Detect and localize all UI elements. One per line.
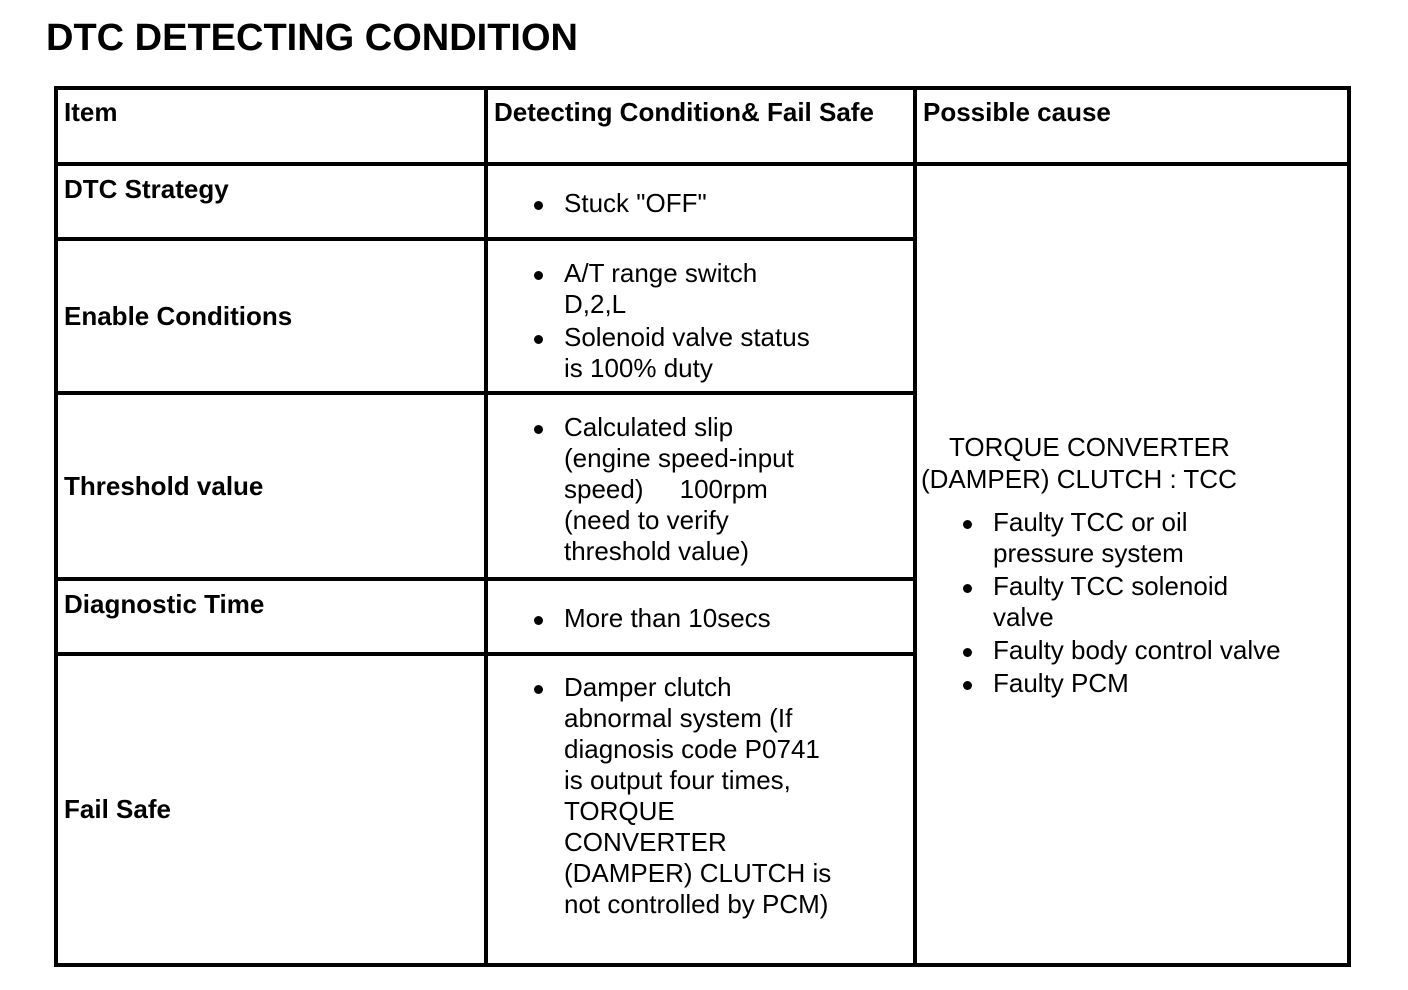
condition-list xyxy=(488,241,913,384)
condition-list xyxy=(488,166,913,219)
condition-cell xyxy=(486,393,915,579)
table-row xyxy=(56,164,1349,239)
cause-list xyxy=(917,507,1347,699)
condition-list xyxy=(488,581,913,634)
cause-title-line2: (DAMPER) CLUTCH : TCC xyxy=(921,463,1237,494)
cause-title-line1: TORQUE CONVERTER xyxy=(949,431,1230,462)
condition-cell xyxy=(486,579,915,654)
row-label-threshold-value: Threshold value xyxy=(56,393,486,579)
bullet-icon xyxy=(534,335,543,344)
list-item xyxy=(488,672,854,920)
condition-text: Damper clutch abnormal system (If diagnosis code P0741 is output four times, TORQUE CONVERTER (DAMPER) CLUTCH is not controlled by PCM) xyxy=(564,672,832,919)
cause-text: Faulty TCC solenoid valve xyxy=(993,570,1229,632)
row-label-fail-safe: Fail Safe xyxy=(56,654,486,965)
condition-list xyxy=(488,656,913,920)
list-item xyxy=(488,603,854,634)
list-item xyxy=(488,188,854,219)
list-item xyxy=(488,322,854,384)
condition-text: Stuck "OFF" xyxy=(564,188,707,218)
bullet-icon xyxy=(534,616,543,625)
condition-text: Calculated slip (engine speed-input speed) 100rpm (need to verify threshold value) xyxy=(564,412,802,566)
dtc-condition-table xyxy=(54,86,1351,967)
condition-list xyxy=(488,395,913,567)
bullet-icon xyxy=(534,271,543,280)
bullet-icon xyxy=(963,648,972,657)
list-item xyxy=(917,635,1293,666)
header-possible-cause: Possible cause xyxy=(915,88,1349,164)
bullet-icon xyxy=(963,584,972,593)
list-item xyxy=(488,412,854,567)
table-header-row xyxy=(56,88,1349,164)
bullet-icon xyxy=(963,520,972,529)
cause-text: Faulty body control valve xyxy=(993,634,1281,665)
possible-cause-cell xyxy=(915,164,1349,965)
row-label-diagnostic-time: Diagnostic Time xyxy=(56,579,486,654)
bullet-icon xyxy=(534,201,543,210)
cause-text: Faulty PCM xyxy=(993,667,1129,698)
condition-cell xyxy=(486,654,915,965)
list-item xyxy=(917,571,1293,633)
list-item xyxy=(917,668,1293,699)
row-label-dtc-strategy: DTC Strategy xyxy=(56,164,486,239)
condition-text: A/T range switch D,2,L xyxy=(564,258,758,319)
list-item xyxy=(488,258,854,320)
condition-text: More than 10secs xyxy=(564,603,771,633)
cause-title xyxy=(917,431,1347,495)
list-item xyxy=(917,507,1293,569)
page-title: DTC DETECTING CONDITION xyxy=(46,17,578,59)
condition-text: Solenoid valve status is 100% duty xyxy=(564,322,810,383)
condition-cell xyxy=(486,239,915,393)
header-item: Item xyxy=(56,88,486,164)
bullet-icon xyxy=(534,685,543,694)
cause-text: Faulty TCC or oil pressure system xyxy=(993,506,1188,568)
bullet-icon xyxy=(534,425,543,434)
bullet-icon xyxy=(963,681,972,690)
condition-cell xyxy=(486,164,915,239)
row-label-enable-conditions: Enable Conditions xyxy=(56,239,486,393)
header-condition: Detecting Condition& Fail Safe xyxy=(486,88,915,164)
